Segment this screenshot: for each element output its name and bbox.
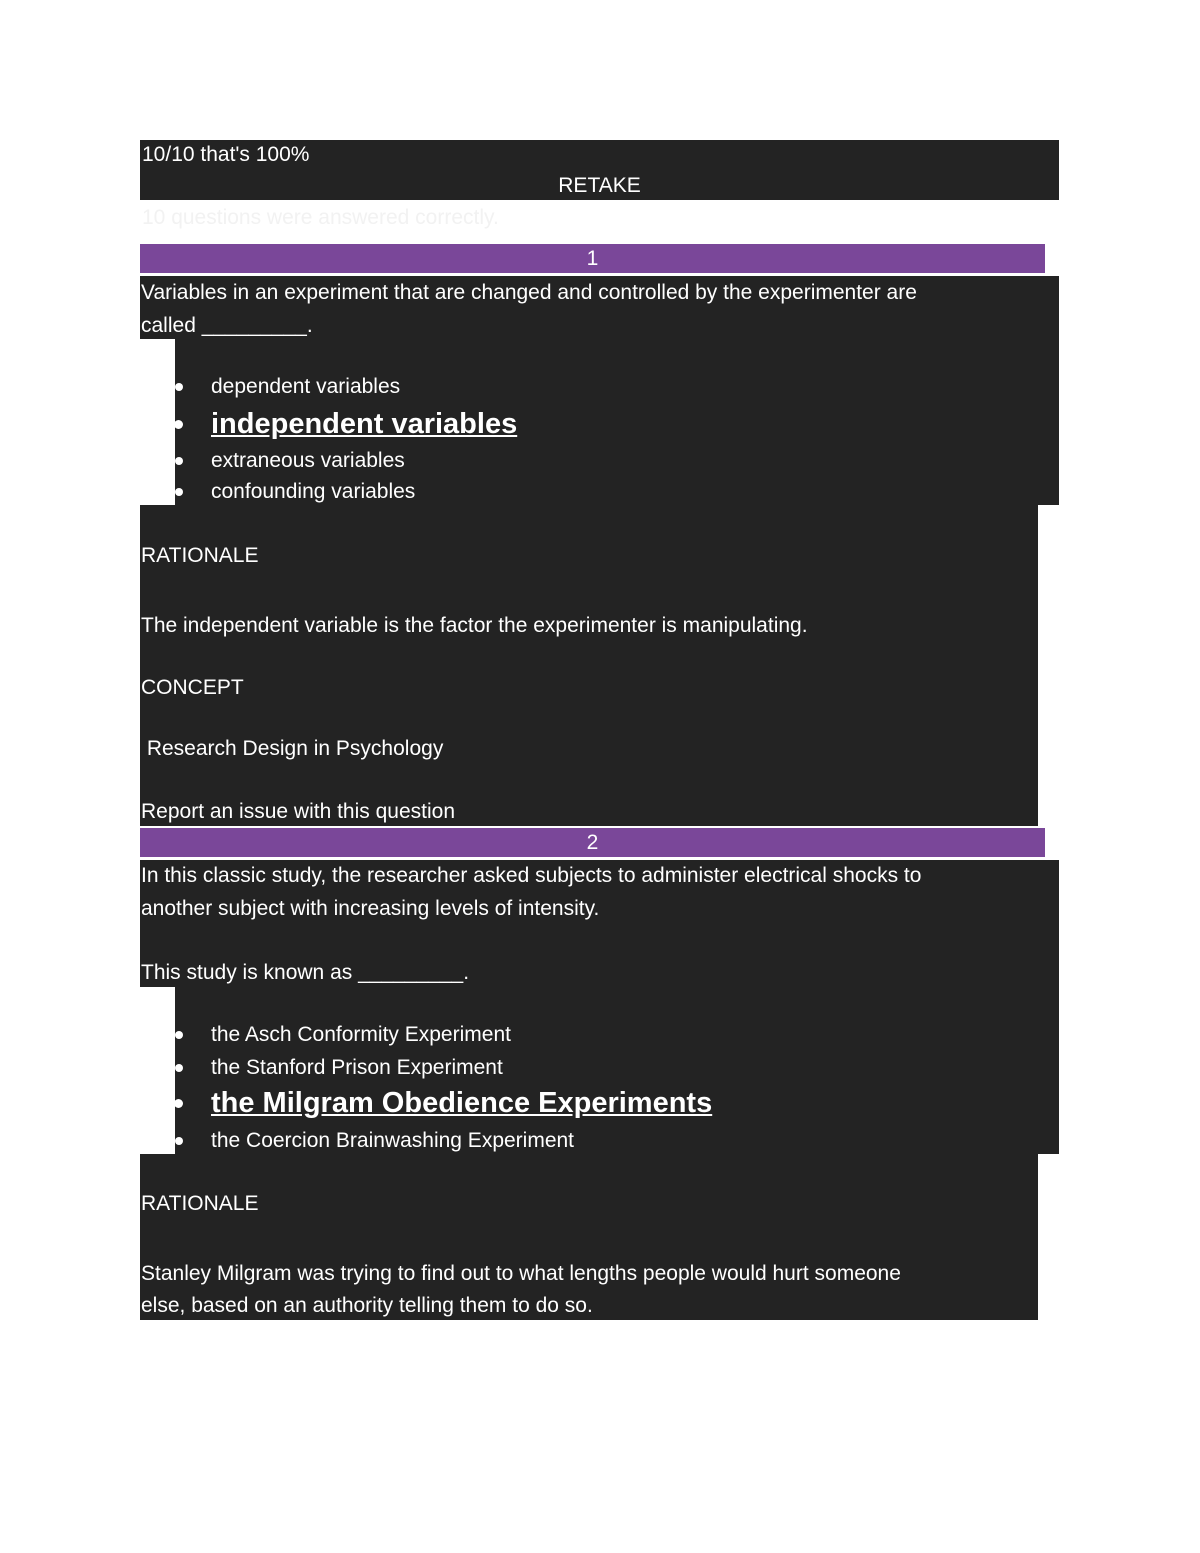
concept-text: Research Design in Psychology: [141, 737, 444, 760]
answer-option-text: the Coercion Brainwashing Experiment: [211, 1129, 575, 1152]
rationale-text: The independent variable is the factor the experimenter is manipulating.: [141, 614, 808, 637]
correct-summary: 10 questions were answered correctly.: [142, 206, 499, 229]
bullet-icon: [174, 1099, 183, 1108]
answer-option-text: dependent variables: [211, 375, 401, 398]
bullet-icon: [175, 1064, 183, 1072]
bullet-icon: [174, 420, 183, 429]
concept-heading: CONCEPT: [141, 676, 244, 699]
answer-option-text: extraneous variables: [211, 449, 405, 472]
question-number-bar: 2: [140, 828, 1045, 857]
rationale-block: [140, 505, 1038, 826]
question-prompt-cont: another subject with increasing levels of intensity.: [141, 897, 600, 920]
answer-option-text: the Stanford Prison Experiment: [211, 1056, 503, 1079]
bullet-icon: [175, 1031, 183, 1039]
question-prompt-cont: called _________.: [141, 314, 313, 337]
rationale-text: Stanley Milgram was trying to find out to what lengths people would hurt someone: [141, 1262, 901, 1285]
bullet-icon: [175, 383, 183, 391]
answer-option-text: the Milgram Obedience Experiments: [211, 1087, 713, 1119]
rationale-text-cont: else, based on an authority telling them to do so.: [141, 1294, 593, 1317]
question-prompt-ask: This study is known as _________.: [141, 961, 470, 984]
question-prompt: Variables in an experiment that are changed and controlled by the experimenter are: [141, 281, 917, 304]
bullet-icon: [175, 1137, 183, 1145]
bullet-icon: [175, 457, 183, 465]
answer-option-text: the Asch Conformity Experiment: [211, 1023, 511, 1046]
score-text: 10/10 that's 100%: [142, 143, 310, 166]
answer-option-text: confounding variables: [211, 480, 416, 503]
rationale-heading: RATIONALE: [141, 544, 259, 567]
report-issue-link[interactable]: Report an issue with this question: [141, 800, 456, 823]
bullet-icon: [175, 488, 183, 496]
answer-option-text: independent variables: [211, 408, 518, 440]
retake-button[interactable]: RETAKE: [558, 174, 641, 197]
question-number-bar: 1: [140, 244, 1045, 273]
rationale-heading: RATIONALE: [141, 1192, 259, 1215]
question-prompt: In this classic study, the researcher asked subjects to administer electrical shocks to: [141, 864, 922, 887]
